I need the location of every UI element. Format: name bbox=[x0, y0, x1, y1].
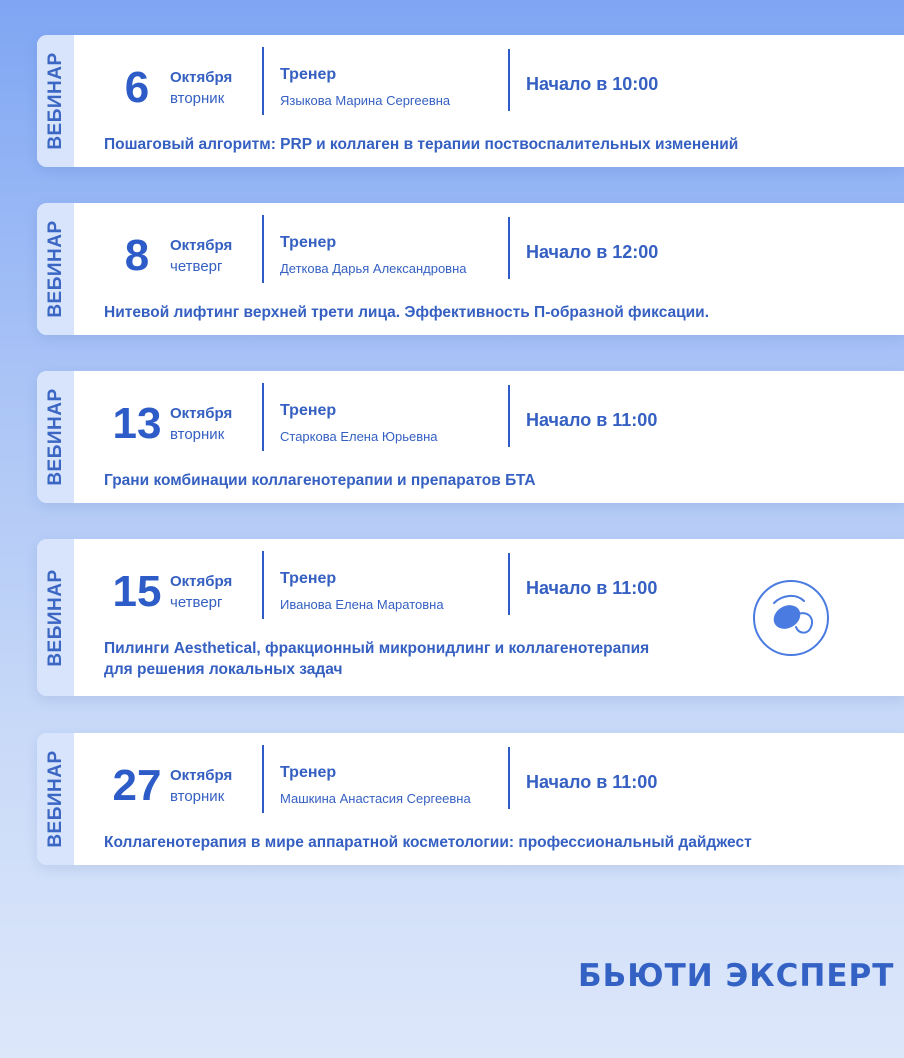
divider bbox=[508, 553, 510, 615]
date-day: 13 bbox=[112, 399, 162, 448]
webinar-card[interactable] bbox=[37, 539, 904, 696]
trainer-name: Иванова Елена Маратовна bbox=[280, 597, 444, 612]
trainer-name: Старкова Елена Юрьевна bbox=[280, 429, 438, 444]
start-time: Начало в 10:00 bbox=[526, 74, 659, 94]
date-day: 15 bbox=[112, 567, 162, 616]
trainer-label: Тренер bbox=[280, 764, 337, 781]
topic-line: Коллагенотерапия в мире аппаратной косметологии: профессиональный дайджест bbox=[104, 834, 752, 851]
trainer-name: Машкина Анастасия Сергеевна bbox=[280, 791, 471, 806]
brand-logo: БЬЮТИ ЭКСПЕРТ bbox=[578, 958, 895, 994]
trainer-label: Тренер bbox=[280, 66, 337, 83]
start-time: Начало в 11:00 bbox=[526, 578, 658, 598]
date-day: 27 bbox=[112, 761, 162, 810]
date-month: Октября bbox=[170, 767, 233, 784]
date-weekday: четверг bbox=[170, 594, 223, 611]
start-time: Начало в 11:00 bbox=[526, 772, 658, 792]
trainer-label: Тренер bbox=[280, 402, 337, 419]
webinar-card[interactable] bbox=[37, 733, 904, 865]
trainer-name: Деткова Дарья Александровна bbox=[280, 261, 467, 276]
webinar-topic bbox=[104, 470, 536, 491]
date-day: 8 bbox=[124, 231, 150, 280]
card-tab bbox=[37, 733, 74, 865]
date-day: 6 bbox=[124, 63, 150, 112]
divider bbox=[262, 551, 264, 619]
date-weekday: вторник bbox=[170, 788, 225, 805]
trainer-label: Тренер bbox=[280, 234, 337, 251]
webinar-tab-label: ВЕБИНАР bbox=[44, 388, 66, 486]
date-month: Октября bbox=[170, 237, 233, 254]
topic-line: Нитевой лифтинг верхней трети лица. Эффективность П-образной фиксации. bbox=[104, 304, 710, 321]
webinar-card[interactable] bbox=[37, 203, 904, 335]
webinar-tab-label: ВЕБИНАР bbox=[44, 568, 66, 667]
date-weekday: вторник bbox=[170, 426, 225, 443]
webinar-topic bbox=[104, 832, 752, 853]
date-weekday: вторник bbox=[170, 90, 225, 107]
topic-line: для решения локальных задач bbox=[104, 661, 343, 678]
webinar-tab-label: ВЕБИНАР bbox=[44, 750, 66, 848]
webinar-topic bbox=[104, 302, 709, 323]
trainer-name: Языкова Марина Сергеевна bbox=[280, 93, 451, 108]
divider bbox=[508, 49, 510, 111]
webinar-card[interactable] bbox=[37, 35, 904, 167]
start-time: Начало в 11:00 bbox=[526, 410, 658, 430]
divider bbox=[508, 217, 510, 279]
date-weekday: четверг bbox=[170, 258, 223, 275]
webinar-card[interactable] bbox=[37, 371, 904, 503]
date-month: Октября bbox=[170, 405, 233, 422]
trainer-label: Тренер bbox=[280, 570, 337, 587]
date-month: Октября bbox=[170, 573, 233, 590]
divider bbox=[262, 383, 264, 451]
webinar-tab-label: ВЕБИНАР bbox=[44, 220, 66, 318]
divider bbox=[262, 745, 264, 813]
card-tab bbox=[37, 371, 74, 503]
topic-line: Грани комбинации коллагенотерапии и препаратов БТА bbox=[104, 472, 536, 489]
card-tab bbox=[37, 203, 74, 335]
divider bbox=[508, 747, 510, 809]
cell-logo-icon bbox=[752, 579, 830, 657]
webinar-topic bbox=[104, 134, 738, 155]
divider bbox=[508, 385, 510, 447]
divider bbox=[262, 215, 264, 283]
webinar-tab-label: ВЕБИНАР bbox=[44, 52, 66, 150]
topic-line: Пошаговый алгоритм: PRP и коллаген в терапии поствоспалительных изменений bbox=[104, 136, 739, 153]
start-time: Начало в 12:00 bbox=[526, 242, 659, 262]
webinar-topic bbox=[104, 638, 649, 680]
divider bbox=[262, 47, 264, 115]
date-month: Октября bbox=[170, 69, 233, 86]
topic-line: Пилинги Aesthetical, фракционный микронидлинг и коллагенотерапия bbox=[104, 640, 650, 657]
card-tab bbox=[37, 35, 74, 167]
card-tab bbox=[37, 539, 74, 696]
